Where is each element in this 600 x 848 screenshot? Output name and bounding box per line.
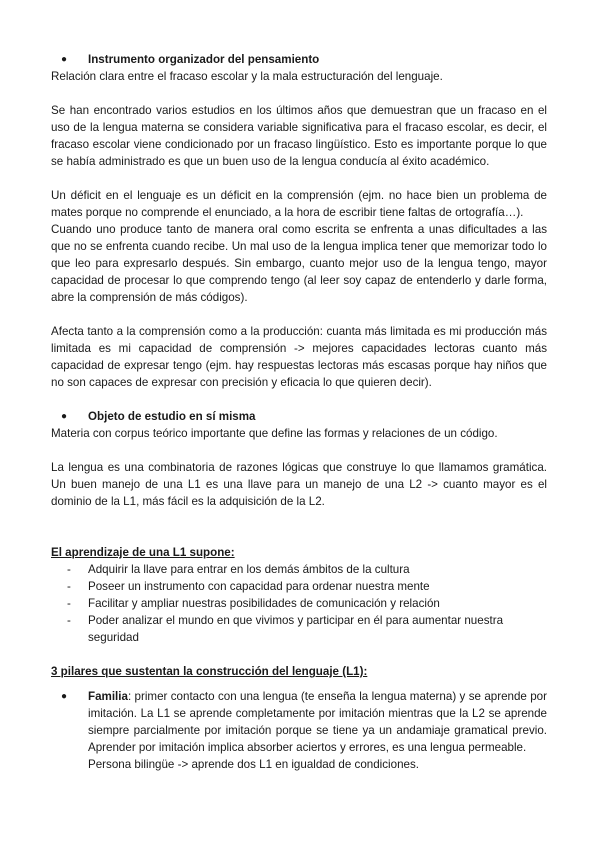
object-intro-paragraph: Materia con corpus teórico importante que define las formas y relaciones de un código. — [51, 427, 498, 440]
bullet-icon: ● — [61, 691, 68, 702]
family-bullet — [51, 688, 547, 773]
pillars-section-title: 3 pilares que sustentan la construcción del lenguaje (L1): — [51, 665, 368, 678]
learning-section-title: El aprendizaje de una L1 supone: — [51, 546, 235, 559]
document-page — [51, 51, 547, 773]
heading-text: Instrumento organizador del pensamiento — [88, 53, 320, 66]
list-item: - Poder analizar el mundo en que vivimos y participar en él para aumentar nuestra seguridad — [67, 614, 504, 644]
section-heading-organizer — [51, 51, 547, 68]
section-heading-object — [51, 408, 547, 425]
dash-icon: - — [67, 614, 71, 627]
bullet-icon: ● — [61, 411, 68, 422]
dash-icon: - — [67, 580, 71, 593]
deficit-paragraph: Un déficit en el lenguaje es un déficit en la comprensión (ejm. no hace bien un problema de mates porque no comprende el enunciado, a la hora de escribir tiene faltas de ortografía…). — [51, 189, 547, 219]
list-item: - Adquirir la llave para entrar en los demás ámbitos de la cultura — [67, 563, 410, 576]
family-label: Familia — [88, 690, 128, 703]
family-text: : primer contacto con una lengua (te enseña la lengua materna) y se aprende por imitación. La L1 se aprende completamente por imitación mientras que la L2 se aprende siempre parcialmente por imitación porque se tiene ya un andamiaje gramatical previo. Aprender por imitación implica absorber aciertos y errores, es una lengua permeable. — [88, 690, 547, 754]
dash-icon: - — [67, 597, 71, 610]
learning-list — [51, 561, 547, 646]
list-item: - Poseer un instrumento con capacidad para ordenar nuestra mente — [67, 580, 430, 593]
production-paragraph: Cuando uno produce tanto de manera oral como escrita se enfrenta a unas dificultades a las que no se enfrenta cuando recibe. Un mal uso de la lengua implica tener que memorizar todo lo que leo para expresarlo después. Sin embargo, cuanto mejor uso de la lengua tengo, mayor capacidad de procesar lo que comprendo tengo (al leer soy capaz de entenderlo y darle forma, abre la comprensión de más códigos). — [51, 223, 547, 304]
studies-paragraph: Se han encontrado varios estudios en los últimos años que demuestran que un fracaso en el uso de la lengua materna se considera variable significativa para el fracaso escolar, es decir, el fracaso escolar viene condicionado por un fracaso lingüístico. Esto es importante porque lo que se había administrado es que un buen uso de la lengua conducía al éxito académico. — [51, 104, 547, 168]
grammar-paragraph: La lengua es una combinatoria de razones lógicas que construye lo que llamamos gramática. Un buen manejo de una L1 es una llave para un manejo de una L2 -> cuanto mayor es el dominio de la L1, más fácil es la adquisición de la L2. — [51, 461, 547, 508]
bilingual-note: Persona bilingüe -> aprende dos L1 en igualdad de condiciones. — [88, 758, 419, 771]
comprehension-paragraph: Afecta tanto a la comprensión como a la producción: cuanta más limitada es mi producción más limitada es mi capacidad de comprensión -> mejores capacidades lectoras cuanto más capacidad de expresar tengo (ejm. hay respuestas lectoras más escasas porque hay niños que no son capaces de expresar con precisión y eficacia lo que quieren decir). — [51, 325, 547, 389]
intro-paragraph: Relación clara entre el fracaso escolar y la mala estructuración del lenguaje. — [51, 70, 443, 83]
dash-icon: - — [67, 563, 71, 576]
heading-text: Objeto de estudio en sí misma — [88, 410, 256, 423]
bullet-icon: ● — [61, 54, 68, 65]
list-item: - Facilitar y ampliar nuestras posibilidades de comunicación y relación — [67, 597, 440, 610]
